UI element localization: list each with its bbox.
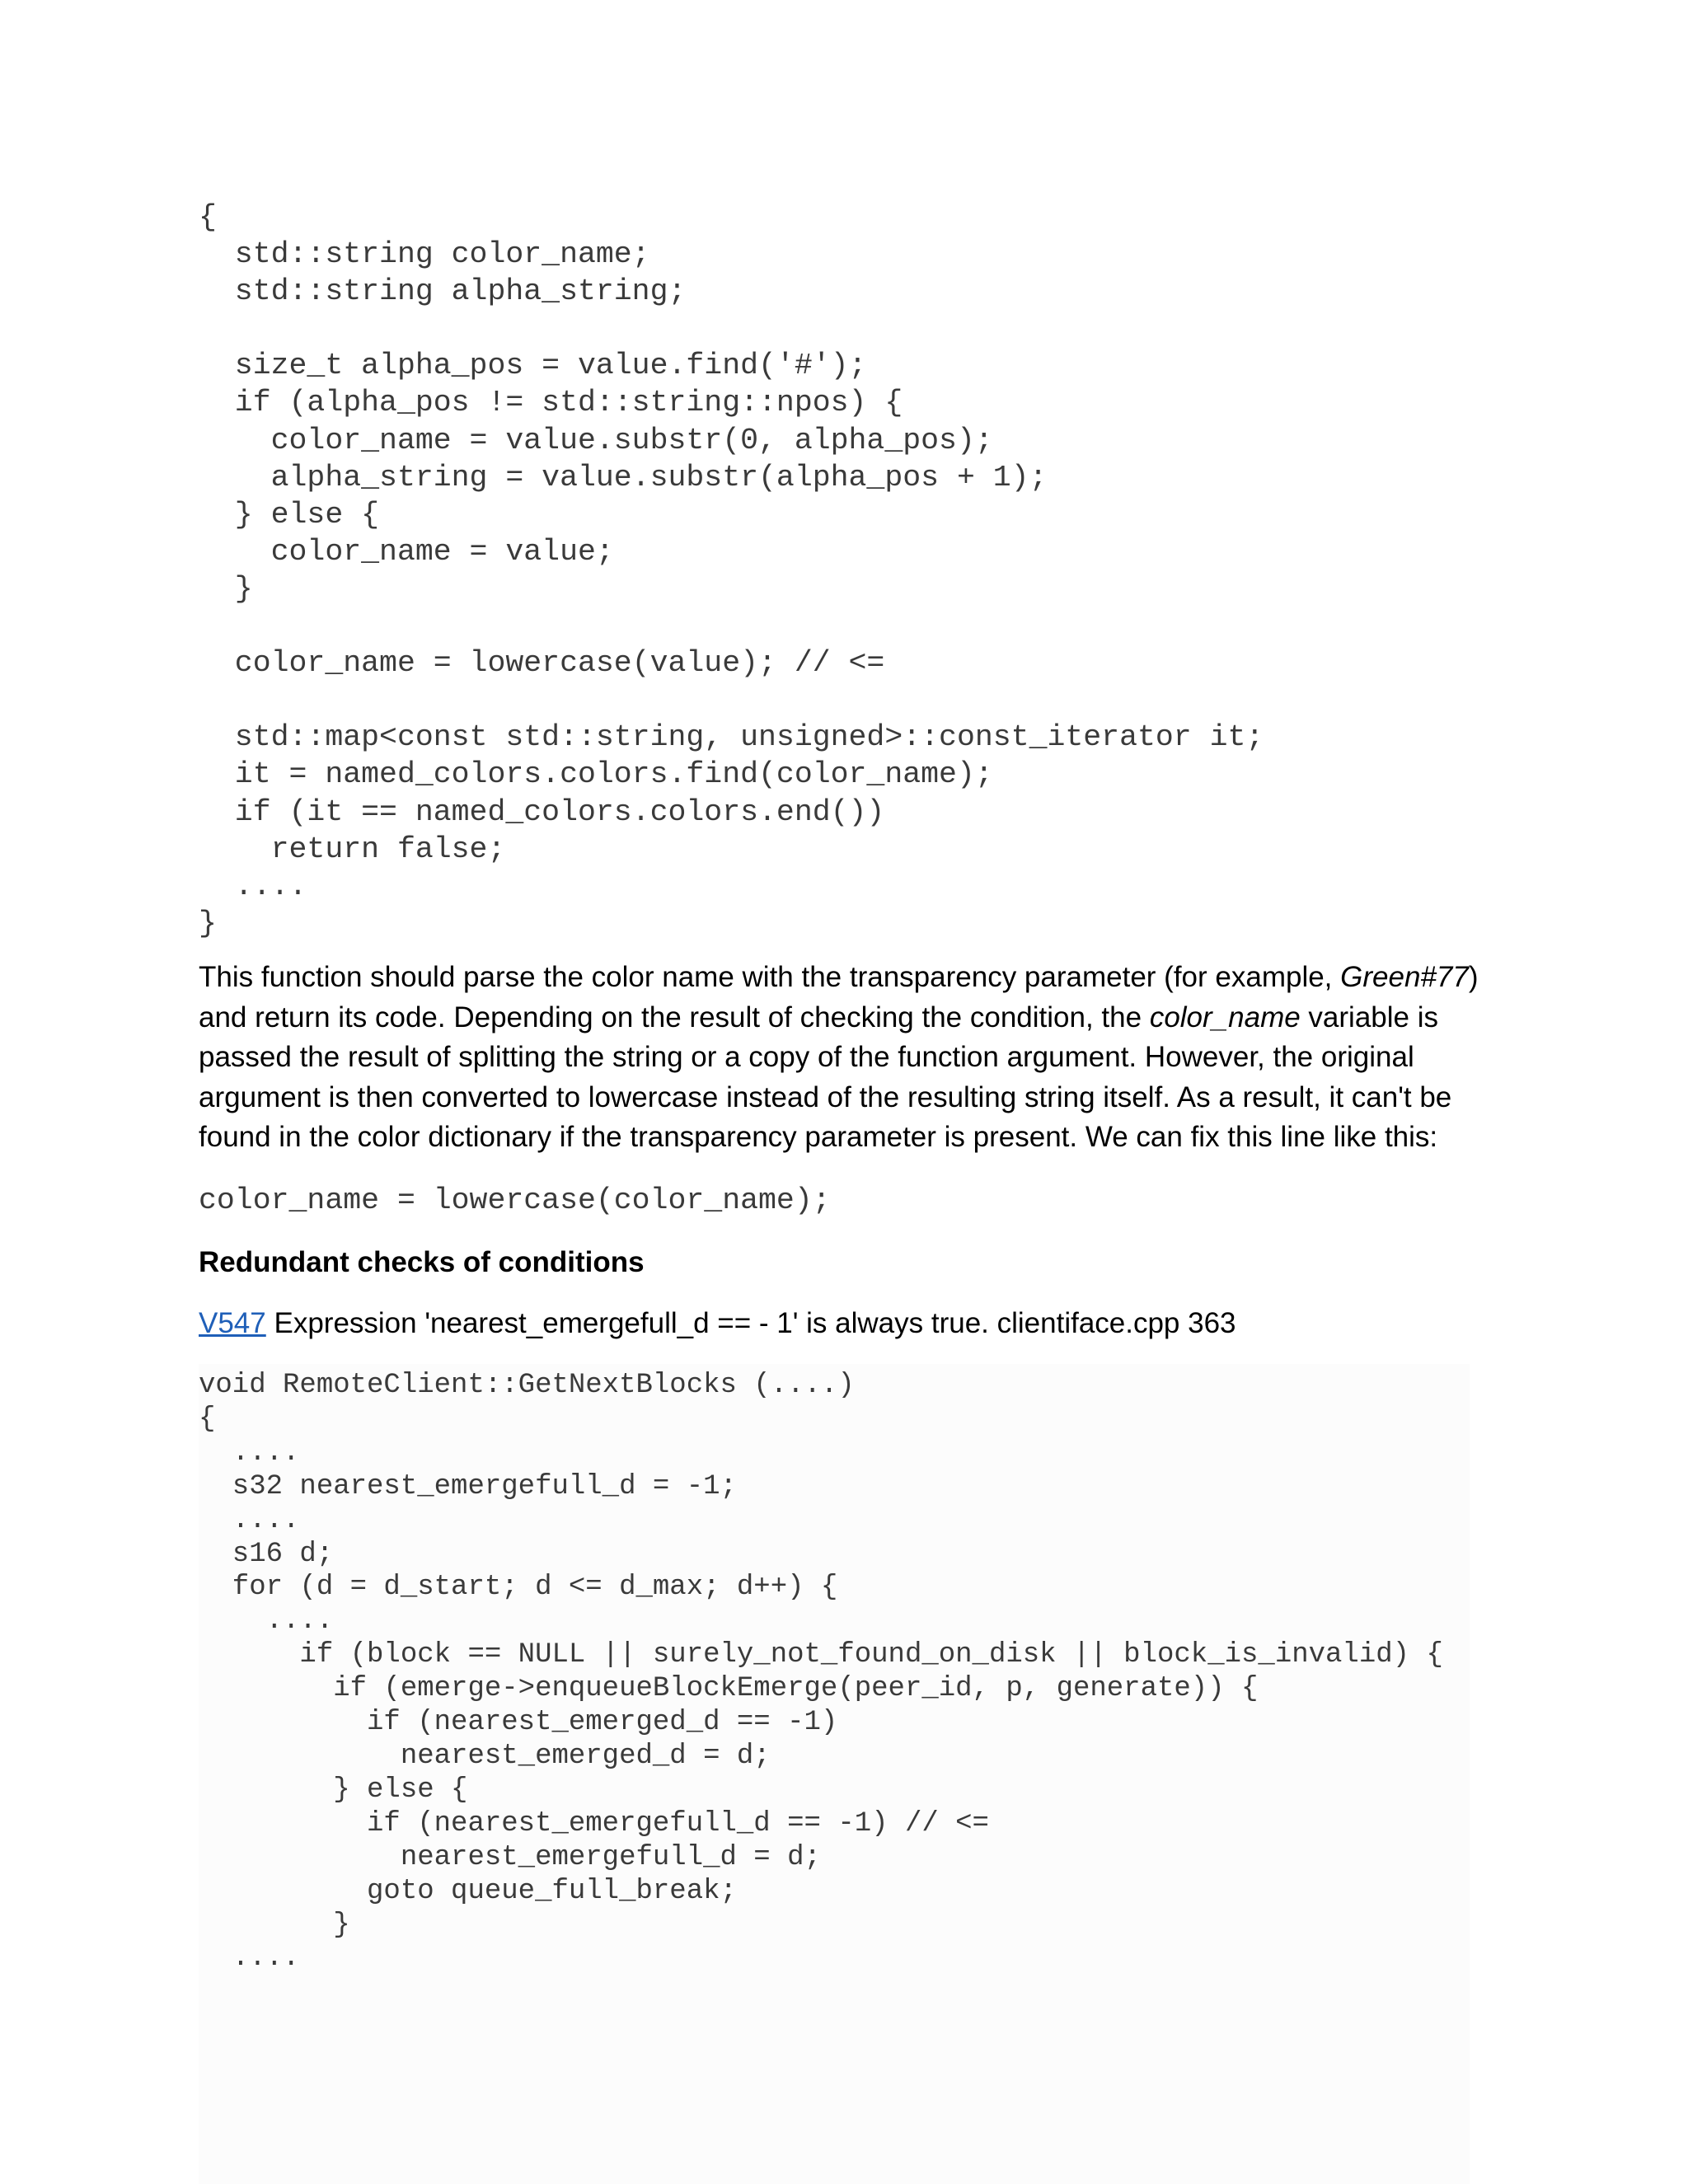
code-line: } xyxy=(199,906,217,940)
code-line-blank xyxy=(199,682,1264,719)
code-line: std::string color_name; xyxy=(199,237,650,272)
code-line: nearest_emergefull_d = d; xyxy=(199,1841,821,1873)
diagnostic-text: Expression 'nearest_emergefull_d == - 1' is always true. clientiface.cpp 363 xyxy=(265,1307,1236,1339)
code-line: if (block == NULL || surely_not_found_on_disk || block_is_invalid) { xyxy=(199,1639,1443,1671)
code-line-blank xyxy=(199,310,1264,347)
code-line: std::string alpha_string; xyxy=(199,274,687,309)
code-line: alpha_string = value.substr(alpha_pos + 1); xyxy=(199,460,1048,494)
code-line-flagged: color_name = lowercase(value); // <= xyxy=(199,646,885,681)
code-line-flagged: if (nearest_emergefull_d == -1) // <= xyxy=(199,1807,989,1840)
example-value: Green#77 xyxy=(1340,961,1469,993)
paragraph-text: ) and return its code. Depending on the result of checking the condition, the xyxy=(199,961,1479,1033)
diagnostic-link[interactable]: V547 xyxy=(199,1307,266,1339)
code-line: color_name = value; xyxy=(199,534,614,569)
explanation-paragraph xyxy=(199,958,1484,1158)
code-line-blank xyxy=(199,607,1264,644)
code-line: .... xyxy=(199,1943,300,1975)
code-line: } xyxy=(199,1909,350,1941)
code-block-fix xyxy=(199,1182,831,1219)
code-line: std::map<const std::string, unsigned>::const_iterator it; xyxy=(199,720,1264,755)
code-block-background xyxy=(199,1364,1470,2184)
code-line: { xyxy=(199,1403,216,1435)
code-line: .... xyxy=(199,1436,300,1469)
code-line: for (d = d_start; d <= d_max; d++) { xyxy=(199,1572,838,1604)
code-line: void RemoteClient::GetNextBlocks (....) xyxy=(199,1370,855,1401)
code-block-color-parse xyxy=(199,199,1264,942)
code-line: color_name = lowercase(color_name); xyxy=(199,1183,831,1217)
variable-name: color_name xyxy=(1149,1001,1301,1033)
code-line: return false; xyxy=(199,832,506,866)
code-line: if (it == named_colors.colors.end()) xyxy=(199,794,885,829)
code-line: s16 d; xyxy=(199,1538,334,1570)
code-line: if (alpha_pos != std::string::npos) { xyxy=(199,386,903,420)
code-line: .... xyxy=(199,1605,334,1638)
section-heading: Redundant checks of conditions xyxy=(199,1246,645,1278)
code-line: nearest_emerged_d = d; xyxy=(199,1740,771,1772)
code-line: .... xyxy=(199,1504,300,1536)
code-line: if (nearest_emerged_d == -1) xyxy=(199,1707,838,1739)
code-line: s32 nearest_emergefull_d = -1; xyxy=(199,1470,737,1502)
code-line: goto queue_full_break; xyxy=(199,1875,737,1907)
code-block-get-next-blocks xyxy=(199,1369,1443,1975)
code-line: } else { xyxy=(199,1774,468,1806)
code-line: } else { xyxy=(199,497,380,532)
code-line: it = named_colors.colors.find(color_name); xyxy=(199,757,993,792)
code-line: .... xyxy=(199,869,307,903)
code-line: if (emerge->enqueueBlockEmerge(peer_id, p, generate)) { xyxy=(199,1673,1259,1705)
diagnostic-message xyxy=(199,1304,1484,1344)
paragraph-text: variable is passed the result of splitting the string or a copy of the function argument. However, the original argument is then converted to lowercase instead of the resulting string itself. As a result, it can't be found in the color dictionary if the transparency parameter is present. We can fix this line like this: xyxy=(199,1001,1452,1154)
code-line: size_t alpha_pos = value.find('#'); xyxy=(199,349,867,383)
paragraph-text: This function should parse the color name with the transparency parameter (for example, xyxy=(199,961,1341,993)
code-line: { xyxy=(199,200,217,234)
code-line: } xyxy=(199,571,253,606)
code-line: color_name = value.substr(0, alpha_pos); xyxy=(199,423,993,457)
